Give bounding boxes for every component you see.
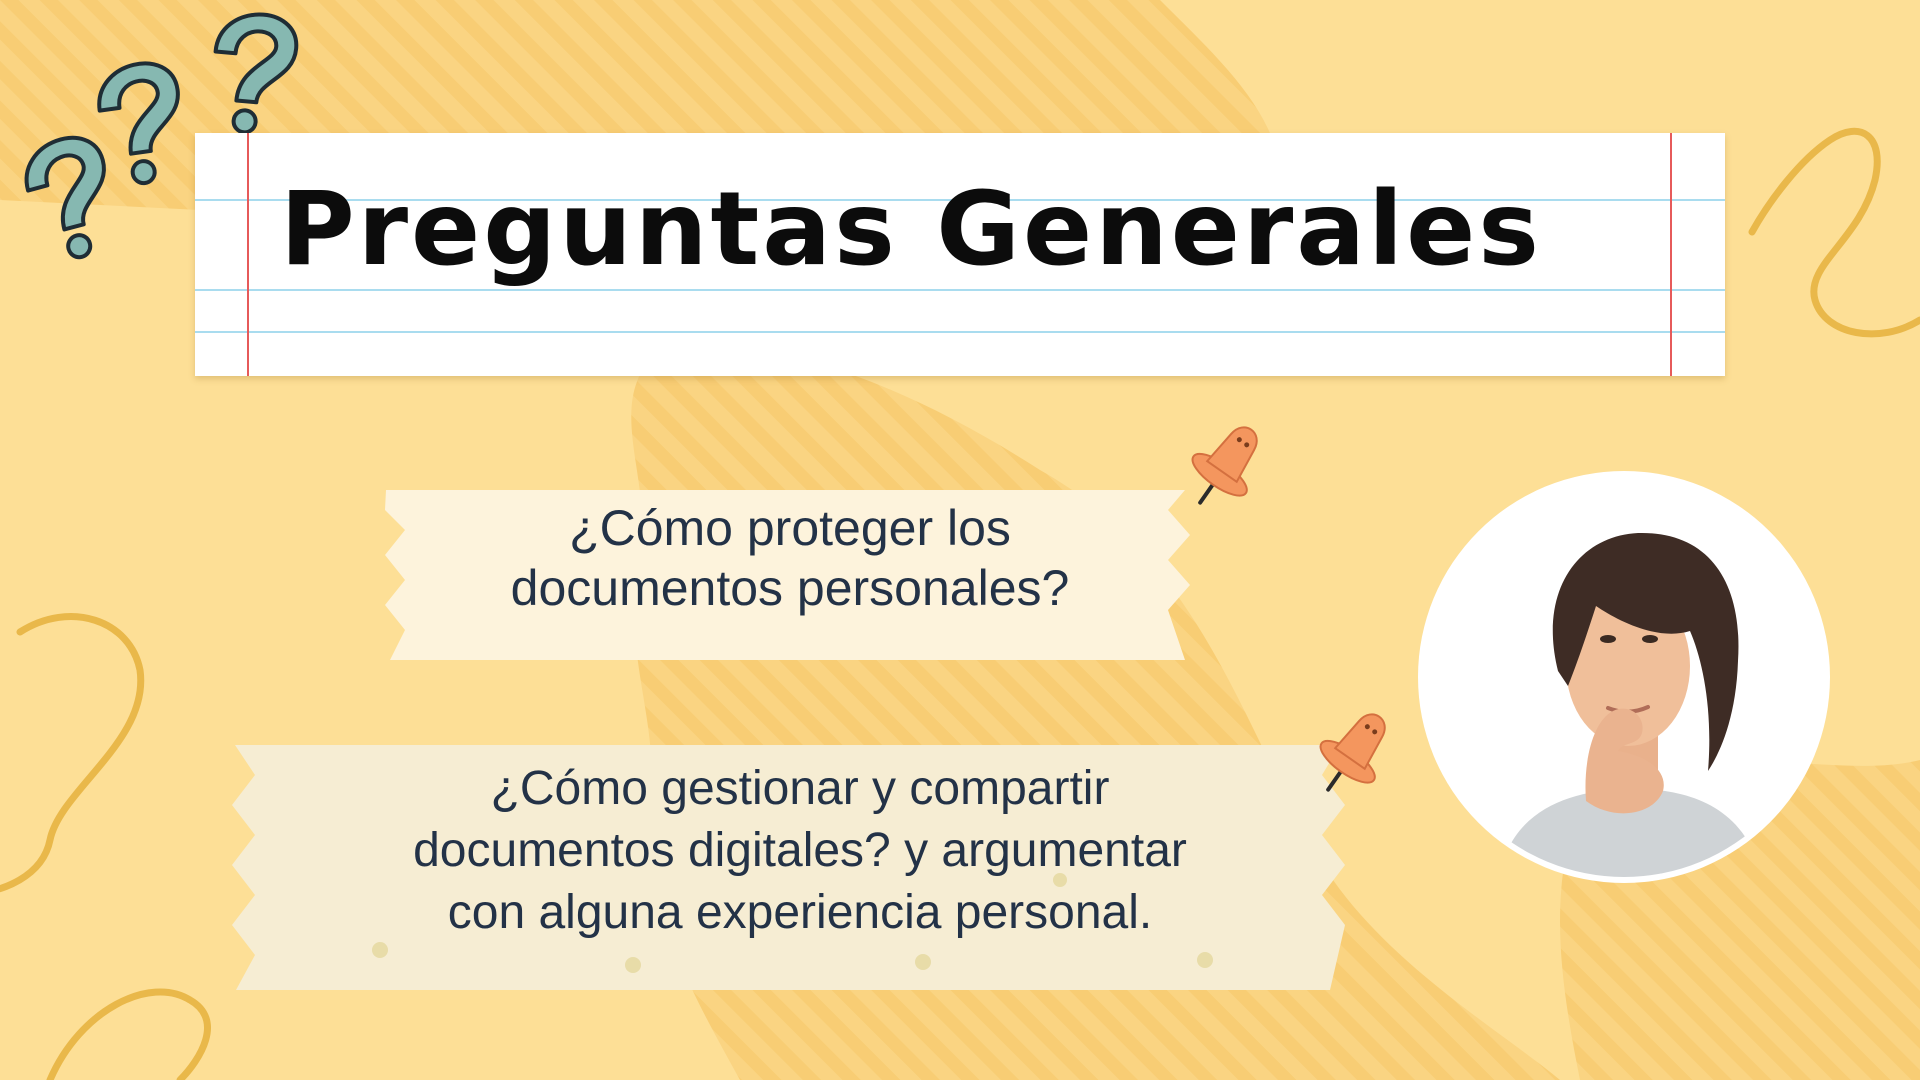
question-2-line-2: documentos digitales? y argumentar <box>413 824 1187 877</box>
thinking-boy-photo <box>1418 471 1830 883</box>
question-2 <box>245 758 1355 944</box>
question-2-line-1: ¿Cómo gestionar y compartir <box>490 762 1110 815</box>
paper-margin-line-left <box>247 133 249 376</box>
paper-margin-line-right <box>1670 133 1672 376</box>
question-1-line-1: ¿Cómo proteger los <box>569 500 1011 556</box>
title-banner <box>195 133 1725 376</box>
question-1 <box>395 498 1185 618</box>
question-2-line-3: con alguna experiencia personal. <box>447 886 1153 939</box>
question-1-line-2: documentos personales? <box>510 560 1070 616</box>
page-title: Preguntas Generales <box>280 170 1542 289</box>
